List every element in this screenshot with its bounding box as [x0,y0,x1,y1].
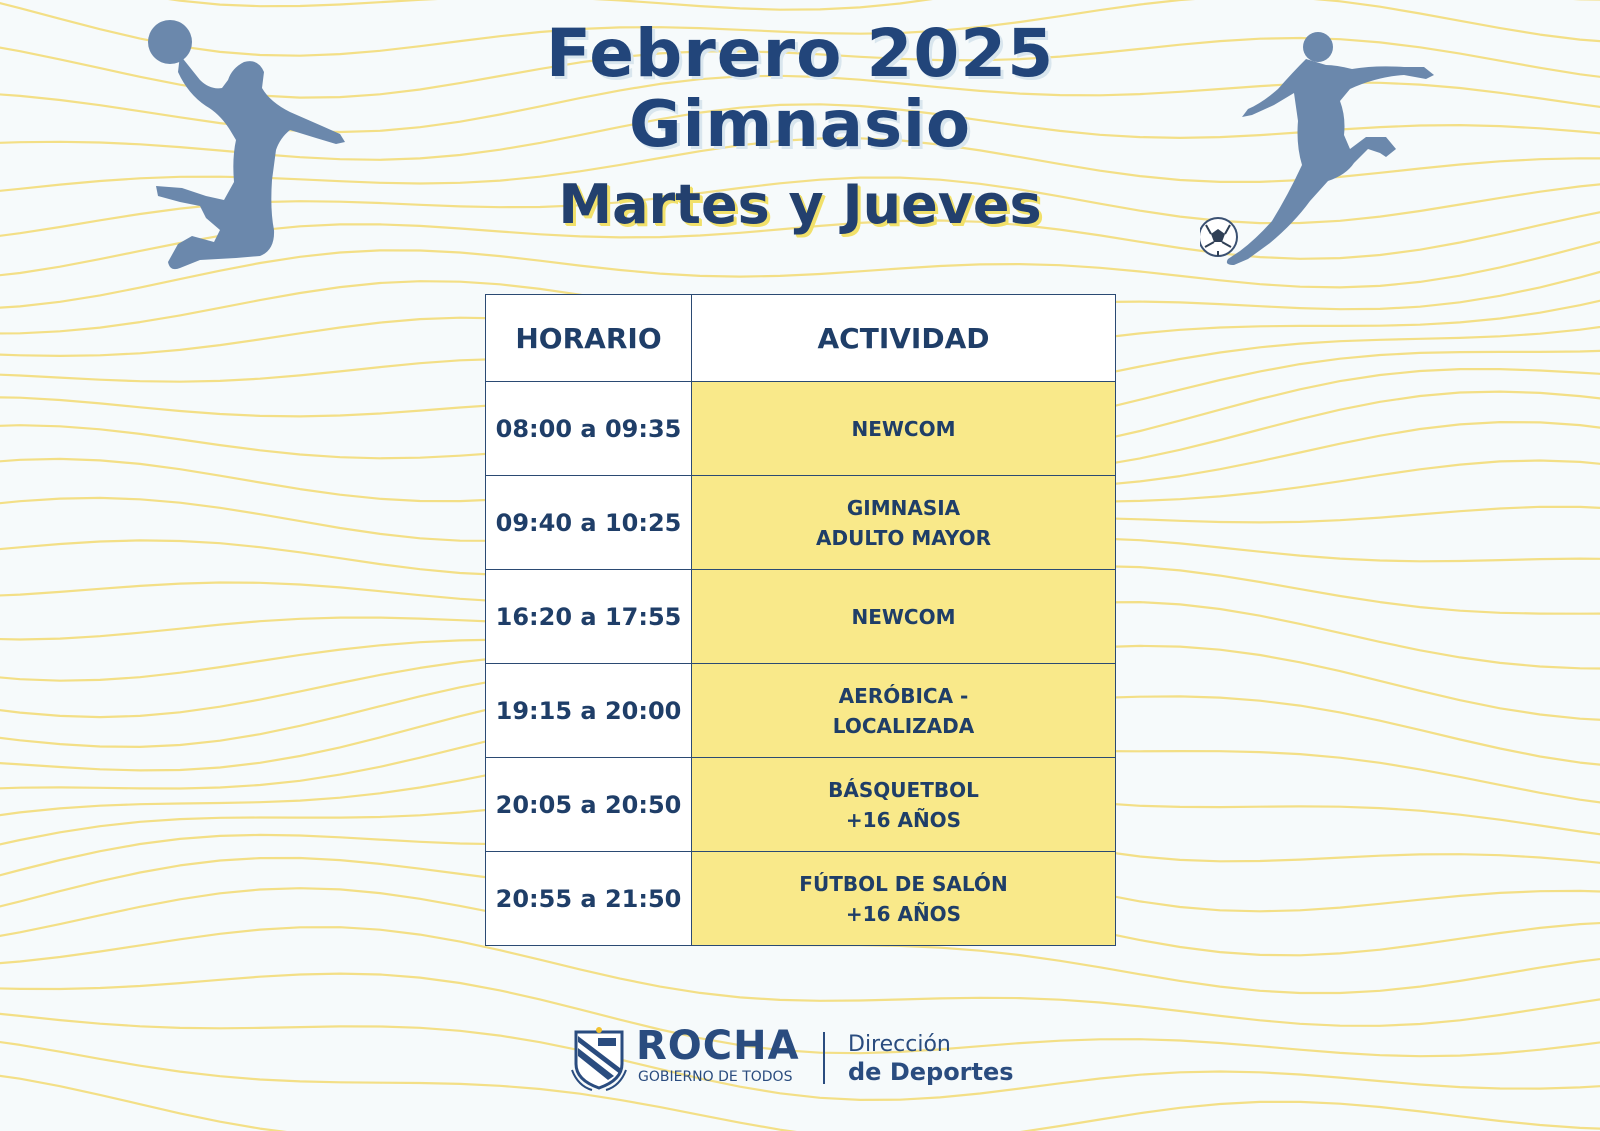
brand-name: ROCHA [636,1023,800,1069]
activity-cell [692,382,1116,476]
table-row [486,852,1116,946]
rocha-crest-icon [568,1026,630,1094]
activity-line: ADULTO MAYOR [816,525,991,550]
table-row [486,382,1116,476]
activity-cell [692,476,1116,570]
activity-line: BÁSQUETBOL [828,777,979,802]
title-month: Febrero 2025 [545,15,1055,92]
activity-line: +16 AÑOS [845,901,962,926]
table-row [486,758,1116,852]
table-row [486,664,1116,758]
department-label-line2: de Deportes [848,1058,1014,1086]
table-row [486,476,1116,570]
logo-divider [823,1032,825,1084]
table-header-row [486,295,1116,382]
column-header-actividad: ACTIVIDAD [692,295,1116,382]
activity-line: LOCALIZADA [832,713,975,738]
time-cell: 20:55 a 21:50 [486,852,692,946]
activity-cell [692,852,1116,946]
basketball-player-icon [140,10,360,275]
schedule-table [485,294,1116,946]
activity-cell [692,664,1116,758]
activity-line: NEWCOM [851,416,956,441]
time-cell: 09:40 a 10:25 [486,476,692,570]
activity-cell [692,758,1116,852]
subtitle-days: Martes y Jueves [558,173,1042,236]
soccer-ball-icon [1200,218,1237,256]
department-label-line1: Dirección [848,1032,951,1057]
activity-cell [692,570,1116,664]
activity-line: AERÓBICA - [838,683,969,708]
time-cell: 19:15 a 20:00 [486,664,692,758]
rocha-logo [568,1024,1018,1096]
activity-line: GIMNASIA [846,495,961,520]
time-cell: 08:00 a 09:35 [486,382,692,476]
activity-line: NEWCOM [851,604,956,629]
brand-tagline: GOBIERNO DE TODOS [638,1069,793,1085]
activity-line: +16 AÑOS [845,807,962,832]
time-cell: 16:20 a 17:55 [486,570,692,664]
table-row [486,570,1116,664]
column-header-horario: HORARIO [486,295,692,382]
soccer-player-icon [1200,25,1460,280]
activity-line: FÚTBOL DE SALÓN [799,871,1008,896]
title-venue: Gimnasio [629,88,971,162]
time-cell: 20:05 a 20:50 [486,758,692,852]
